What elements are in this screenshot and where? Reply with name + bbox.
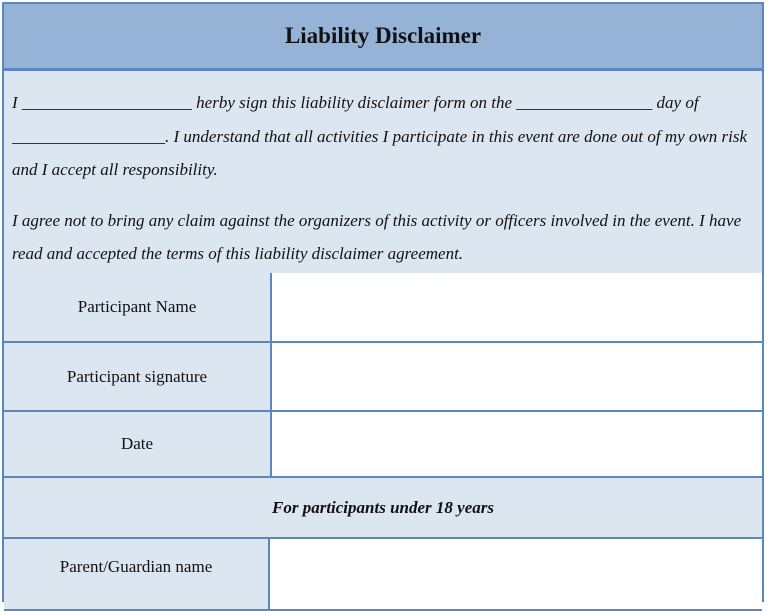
- participant-name-row: [4, 273, 762, 343]
- liability-disclaimer-form: [2, 2, 764, 602]
- disclaimer-text: [4, 71, 762, 276]
- date-label: Date: [4, 412, 272, 476]
- guardian-name-row: [4, 539, 762, 611]
- disclaimer-paragraph-2: I agree not to bring any claim against the organizers of this activity or officers involved in the event. I have read and accepted the terms of this liability disclaimer agreement.: [12, 210, 742, 263]
- participant-name-field[interactable]: [272, 273, 762, 341]
- participant-signature-label: Participant signature: [4, 343, 272, 410]
- form-header: [4, 4, 762, 71]
- guardian-name-label: Parent/Guardian name: [4, 539, 270, 609]
- participant-name-label: Participant Name: [4, 273, 272, 341]
- date-field[interactable]: [272, 412, 762, 476]
- participant-signature-field[interactable]: [272, 343, 762, 410]
- form-title: Liability Disclaimer: [284, 23, 482, 48]
- disclaimer-paragraph-1: I ____________________ herby sign this liability disclaimer form on the ________________ day of __________________. I understand that all activities I participate in this event are done out of my own risk and I accept all responsibility.: [12, 93, 748, 179]
- minors-section-heading: For participants under 18 years: [4, 478, 762, 539]
- participant-signature-row: [4, 343, 762, 412]
- guardian-name-field[interactable]: [270, 539, 762, 609]
- date-row: [4, 412, 762, 478]
